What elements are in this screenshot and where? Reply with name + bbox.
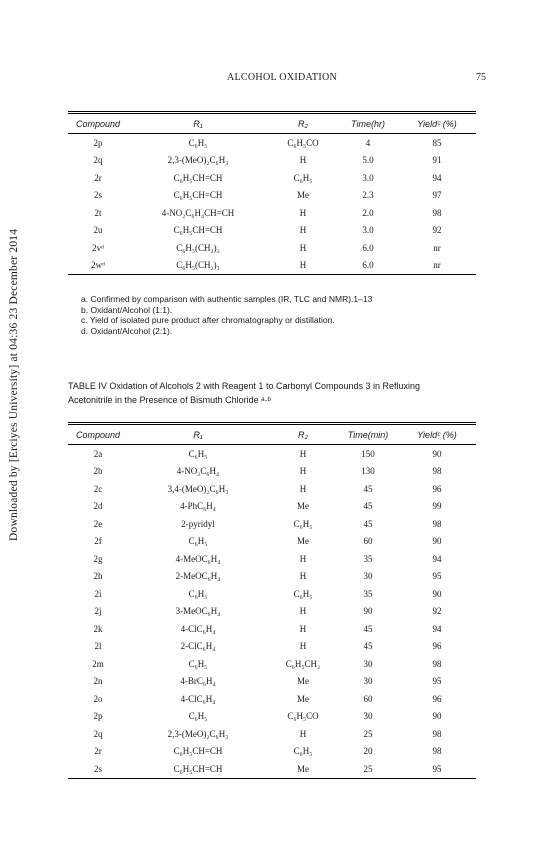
table-cell: 99	[432, 501, 442, 512]
table-cell: 94	[432, 172, 442, 183]
table-cell: 2b	[93, 466, 103, 477]
table-cell: 2r	[94, 172, 102, 183]
table-header-row	[68, 424, 476, 445]
footnote: b. Oxidant/Alcohol (1:1).	[81, 304, 173, 315]
table-body	[68, 134, 476, 275]
table-cell: 98	[432, 746, 442, 757]
table-cell: Me	[297, 676, 309, 687]
table-cell: 45	[363, 483, 373, 494]
table-cell: 4-NO₂C₆H₄	[176, 466, 220, 477]
table-cell: 2r	[94, 746, 102, 757]
table-cell: 4-BrC₆H₄	[180, 676, 216, 687]
table-row	[68, 445, 476, 463]
table-cell: 2t	[94, 207, 102, 218]
running-title: ALCOHOL OXIDATION	[227, 72, 337, 83]
table-cell: 97	[432, 190, 442, 201]
table-row	[68, 725, 476, 743]
table-cell: C₆H₅CH=CH	[173, 746, 223, 757]
table-cell: 2,3-(MeO)₂C₆H₃	[167, 728, 229, 739]
table-caption	[68, 379, 478, 407]
table-row	[68, 585, 476, 603]
table-cell: 98	[432, 466, 442, 477]
results-table-iv	[68, 422, 476, 779]
table-cell: Me	[297, 501, 309, 512]
table-cell: 2,3-(MeO)₂C₆H₃	[167, 155, 229, 166]
table-cell: 30	[363, 711, 373, 722]
footnote: c. Yield of isolated pure product after chromatography or distillation.	[81, 315, 335, 325]
table-row	[68, 673, 476, 691]
table-cell: C₆H₅	[188, 137, 208, 148]
table-cell: 45	[363, 623, 373, 634]
table-cell: Me	[297, 190, 309, 201]
table-cell: 30	[363, 658, 373, 669]
table-cell: C₆H₅CO	[287, 137, 319, 148]
table-cell: 2vᵈ	[92, 242, 104, 253]
table-cell: 2g	[93, 553, 103, 564]
table-cell: 3-MeOC₆H₄	[175, 606, 221, 617]
table-cell: 2j	[94, 606, 102, 617]
table-cell: C₆H₅	[188, 588, 208, 599]
col-r2: R₂	[268, 424, 338, 445]
table-cell: C₆H₅	[188, 711, 208, 722]
table-cell: 45	[363, 518, 373, 529]
table-cell: H	[299, 242, 307, 253]
table-cell: 95	[398, 760, 476, 778]
results-table-continued	[68, 111, 476, 275]
table-row	[68, 603, 476, 621]
table-cell: 150	[361, 448, 375, 459]
table-cell: 2e	[93, 518, 103, 529]
table-cell: 6.0	[362, 242, 374, 253]
table-row	[68, 515, 476, 533]
col-time: Time(hr)	[338, 113, 398, 134]
table-cell: 60	[363, 536, 373, 547]
table-cell: 98	[432, 518, 442, 529]
table-row	[68, 480, 476, 498]
table-cell: 4-MeOC₆H₄	[175, 553, 221, 564]
table-row	[68, 690, 476, 708]
table-cell: 92	[432, 606, 442, 617]
col-yield: Yieldᶜ (%)	[398, 424, 476, 445]
col-r1: R₁	[128, 424, 268, 445]
footnote: d. Oxidant/Alcohol (2:1).	[81, 325, 173, 336]
table-body	[68, 445, 476, 779]
table-cell: H	[299, 207, 307, 218]
table-cell: 95	[432, 676, 442, 687]
table-cell: 90	[432, 588, 442, 599]
table-cell: 35	[363, 588, 373, 599]
table-cell: 3.0	[362, 172, 374, 183]
table-cell: Me	[297, 693, 309, 704]
table-cell: 4	[365, 137, 371, 148]
table-cell: 35	[363, 553, 373, 564]
col-yield: Yieldᶜ (%)	[398, 113, 476, 134]
table-row	[68, 222, 476, 240]
table-cell: 30	[363, 676, 373, 687]
table-cell: 92	[432, 225, 442, 236]
table-cell: 2q	[93, 155, 103, 166]
table-row	[68, 655, 476, 673]
table-cell: 94	[432, 623, 442, 634]
table-cell: 2.0	[362, 207, 374, 218]
table-cell: H	[299, 466, 307, 477]
table-cell: 2h	[93, 571, 103, 582]
table-cell: 45	[363, 641, 373, 652]
table-cell: H	[268, 257, 338, 275]
table-cell: 60	[363, 693, 373, 704]
table-row	[68, 152, 476, 170]
table-cell: 2s	[68, 760, 128, 778]
table-cell: 2u	[93, 225, 103, 236]
table-cell: H	[299, 623, 307, 634]
caption-line: TABLE IV Oxidation of Alcohols 2 with Reagent 1 to Carbonyl Compounds 3 in Refluxing	[68, 381, 421, 391]
table-cell: 98	[432, 728, 442, 739]
table-row	[68, 257, 476, 275]
table-cell: 2c	[93, 483, 103, 494]
col-r1: R₁	[128, 113, 268, 134]
table-cell: 90	[432, 448, 442, 459]
table-cell: H	[299, 728, 307, 739]
table-cell: 20	[363, 746, 373, 757]
table-cell: 2s	[93, 190, 102, 201]
table-cell: 2p	[93, 711, 103, 722]
table-cell: 2d	[93, 501, 103, 512]
table-footnotes	[81, 294, 372, 336]
table-cell: C₆H₅CH=CH	[173, 225, 223, 236]
table-cell: 90	[363, 606, 373, 617]
table-row	[68, 463, 476, 481]
table-cell: 98	[432, 658, 442, 669]
table-cell: 4-ClC₆H₄	[180, 623, 216, 634]
table-cell: H	[299, 606, 307, 617]
table-row	[68, 187, 476, 205]
table-cell: 3,4-(MeO)₂C₆H₃	[167, 483, 229, 494]
table-cell: 5.0	[362, 155, 374, 166]
table-row	[68, 498, 476, 516]
table-cell: 94	[432, 553, 442, 564]
table-cell: 2-pyridyl	[181, 518, 215, 529]
table-cell: 4-PhC₆H₄	[180, 501, 216, 512]
table-cell: 96	[432, 641, 442, 652]
table-cell: H	[299, 641, 307, 652]
table-cell: H	[299, 448, 307, 459]
table-row	[68, 708, 476, 726]
table-cell: C₆H₅CH=CH	[128, 760, 268, 778]
table-cell: C₆H₅(CH₂)₃	[128, 257, 268, 275]
table-cell: Me	[268, 760, 338, 778]
col-time: Time(min)	[338, 424, 398, 445]
table-cell: 2-ClC₆H₄	[180, 641, 216, 652]
table-cell: 6.0	[338, 257, 398, 275]
table-cell: 2l	[94, 641, 102, 652]
table-cell: C₆H₅	[293, 172, 313, 183]
table-cell: C₆H₅CH=CH	[173, 190, 223, 201]
table-cell: 3.0	[362, 225, 374, 236]
col-compound: Compound	[68, 424, 128, 445]
col-r2: R₂	[268, 113, 338, 134]
table-row	[68, 743, 476, 761]
table-cell: C₆H₅	[188, 658, 208, 669]
table-row	[68, 533, 476, 551]
table-cell: Me	[297, 536, 309, 547]
col-compound: Compound	[68, 113, 128, 134]
table-cell: 30	[363, 571, 373, 582]
table-cell: 130	[361, 466, 375, 477]
table-cell: C₆H₅	[293, 746, 313, 757]
table-cell: C₆H₅	[188, 448, 208, 459]
caption-line: Acetonitrile in the Presence of Bismuth Chloride ᵃ·ᵇ	[68, 395, 271, 405]
table-row	[68, 169, 476, 187]
table-cell: 2.3	[362, 190, 374, 201]
table-cell: H	[299, 225, 307, 236]
table-cell: 96	[432, 483, 442, 494]
table-row	[68, 204, 476, 222]
download-watermark: Downloaded by [Erciyes University] at 04:36 23 December 2014	[8, 228, 20, 542]
page-number: 75	[476, 72, 486, 83]
table-cell: 95	[432, 571, 442, 582]
table-row	[68, 239, 476, 257]
table-cell: 91	[432, 155, 442, 166]
table-cell: C₆H₅CH₂	[285, 658, 321, 669]
table-cell: 25	[338, 760, 398, 778]
table-cell: 98	[432, 207, 442, 218]
table-cell: 2f	[94, 536, 102, 547]
table-cell: C₆H₅(CH₂)₂	[176, 242, 220, 253]
table-cell: 45	[363, 501, 373, 512]
table-cell: C₆H₅	[293, 588, 313, 599]
table-cell: 4-NO₂C₆H₄CH=CH	[161, 207, 235, 218]
table-row	[68, 134, 476, 152]
table-cell: 2wᵈ	[68, 257, 128, 275]
table-cell: 90	[432, 536, 442, 547]
table-cell: H	[299, 571, 307, 582]
table-cell: C₆H₅	[293, 518, 313, 529]
table-cell: 96	[432, 693, 442, 704]
table-cell: 2m	[92, 658, 104, 669]
table-cell: 2q	[93, 728, 103, 739]
table-cell: 25	[363, 728, 373, 739]
table-cell: H	[299, 483, 307, 494]
table-cell: C₆H₅	[188, 536, 208, 547]
table-row	[68, 568, 476, 586]
table-row	[68, 638, 476, 656]
footnote: a. Confirmed by comparison with authentic samples (IR, TLC and NMR).1–13	[81, 294, 373, 304]
table-row	[68, 620, 476, 638]
table-cell: 2-MeOC₆H₄	[175, 571, 221, 582]
table-cell: 85	[432, 137, 442, 148]
table-cell: H	[299, 553, 307, 564]
table-cell: nr	[398, 257, 476, 275]
table-cell: 2o	[93, 693, 103, 704]
table-cell: 2n	[93, 676, 103, 687]
table-cell: 2p	[93, 137, 103, 148]
table-cell: 4-ClC₆H₄	[180, 693, 216, 704]
table-cell: 90	[432, 711, 442, 722]
table-cell: nr	[433, 242, 441, 253]
table-cell: C₆H₅CO	[287, 711, 319, 722]
table-row	[68, 550, 476, 568]
table-cell: 2i	[94, 588, 102, 599]
table-row	[68, 760, 476, 778]
table-cell: 2k	[93, 623, 103, 634]
table-cell: 2a	[93, 448, 103, 459]
table-cell: C₆H₅CH=CH	[173, 172, 223, 183]
table-header-row	[68, 113, 476, 134]
table-cell: H	[299, 155, 307, 166]
